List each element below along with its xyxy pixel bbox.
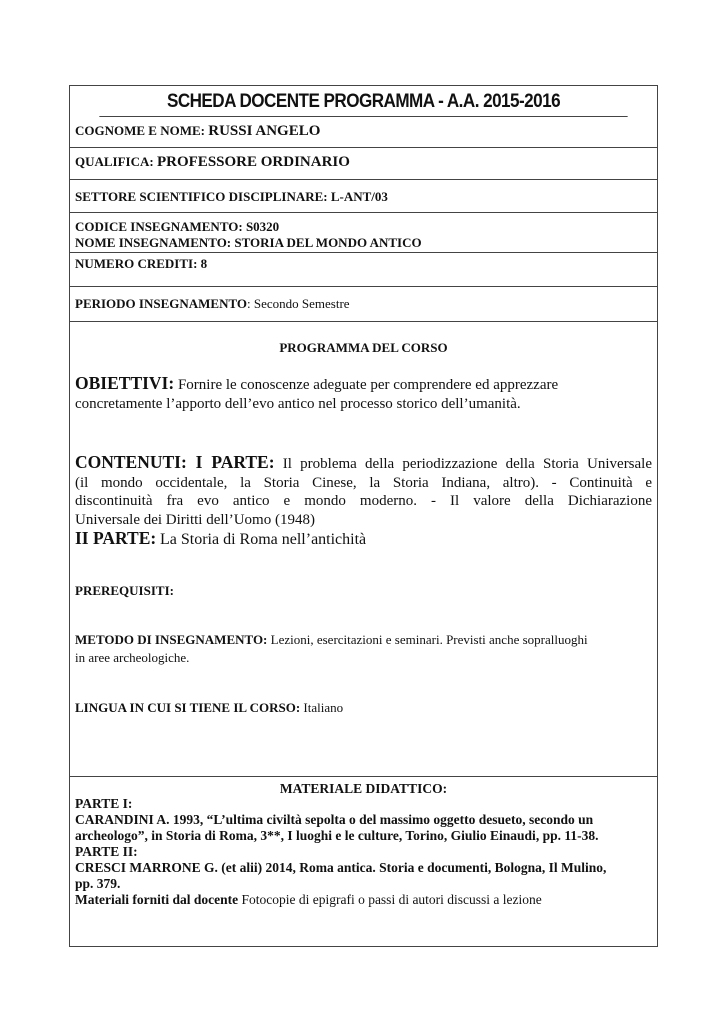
method-line-1: Lezioni, esercitazioni e seminari. Previsti anche sopralluoghi bbox=[270, 632, 588, 647]
period-row bbox=[70, 287, 657, 322]
period-label: PERIODO INSEGNAMENTO bbox=[75, 296, 248, 311]
qualification-label: QUALIFICA: bbox=[75, 154, 154, 169]
materials-heading: MATERIALE DIDATTICO: bbox=[279, 781, 448, 796]
contents-line-2: (il mondo occidentale, la Storia Cinese, la Storia Indiana, altro). - Continuità e bbox=[75, 474, 652, 491]
materials-part-two-label: PARTE II: bbox=[75, 844, 138, 859]
materials-part-one-line-2: archeologo”, in Storia di Roma, 3**, I luoghi e le culture, Torino, Giulio Einaudi, pp. 11-38. bbox=[75, 828, 599, 843]
prerequisites-label: PREREQUISITI: bbox=[75, 583, 174, 598]
sheet-title: SCHEDA DOCENTE PROGRAMMA - A.A. 2015-2016 bbox=[99, 86, 627, 117]
teacher-name-value: RUSSI ANGELO bbox=[208, 123, 321, 139]
course-name-label: NOME INSEGNAMENTO: bbox=[75, 235, 232, 250]
materials-part-two-line-2: pp. 379. bbox=[75, 876, 121, 891]
credits-value: 8 bbox=[200, 256, 208, 271]
objectives-line-2: concretamente l’apporto dell’evo antico nel processo storico dell’umanità. bbox=[75, 395, 521, 412]
contents-line-1: Il problema della periodizzazione della Storia Universale bbox=[282, 456, 653, 472]
teacher-name-label: COGNOME E NOME: bbox=[75, 123, 205, 138]
qualification-row bbox=[70, 148, 657, 180]
materials-part-one-line-1: CARANDINI A. 1993, “L’ultima civiltà sepolta o del massimo oggetto desueto, secondo un bbox=[75, 812, 594, 827]
period-value: : Secondo Semestre bbox=[247, 296, 350, 311]
programme-section bbox=[70, 322, 657, 777]
language-label: LINGUA IN CUI SI TIENE IL CORSO: bbox=[75, 700, 301, 715]
materials-teacher-label: Materiali forniti dal docente bbox=[75, 892, 239, 907]
sector-row bbox=[70, 180, 657, 213]
teacher-name-row bbox=[70, 117, 657, 148]
method-label: METODO DI INSEGNAMENTO: bbox=[75, 632, 268, 647]
objectives-block bbox=[75, 374, 652, 413]
materials-teacher-line bbox=[75, 892, 542, 908]
course-name-value: STORIA DEL MONDO ANTICO bbox=[234, 235, 422, 250]
materials-section bbox=[70, 777, 657, 948]
contents-line-3: discontinuità fra evo antico e mondo moderno. - Il valore della Dichiarazione bbox=[75, 493, 652, 509]
objectives-line-1: Fornire le conoscenze adeguate per comprendere ed apprezzare bbox=[177, 377, 559, 393]
materials-teacher-text: Fotocopie di epigrafi o passi di autori discussi a lezione bbox=[241, 892, 542, 907]
part-two-text: La Storia di Roma nell’antichità bbox=[159, 531, 367, 548]
programme-heading: PROGRAMMA DEL CORSO bbox=[279, 340, 448, 355]
method-block bbox=[75, 631, 652, 667]
course-code-value: S0320 bbox=[245, 219, 280, 234]
contents-block bbox=[75, 453, 652, 550]
credits-row bbox=[70, 253, 657, 287]
part-two-label: II PARTE: bbox=[75, 528, 157, 548]
contents-line-4: Universale dei Diritti dell’Uomo (1948) bbox=[75, 511, 315, 528]
objectives-label: OBIETTIVI: bbox=[75, 373, 175, 393]
materials-part-two-line-1: CRESCI MARRONE G. (et alii) 2014, Roma antica. Storia e documenti, Bologna, Il Mulino, bbox=[75, 860, 607, 875]
course-sheet bbox=[69, 85, 658, 947]
course-code-row bbox=[70, 213, 657, 253]
contents-label: CONTENUTI: I PARTE: bbox=[75, 452, 275, 472]
method-line-2: in aree archeologiche. bbox=[75, 650, 190, 665]
course-code-label: CODICE INSEGNAMENTO: bbox=[75, 219, 243, 234]
language-block bbox=[75, 700, 343, 716]
language-value: Italiano bbox=[303, 700, 344, 715]
sector-label: SETTORE SCIENTIFICO DISCIPLINARE: bbox=[75, 189, 328, 204]
materials-part-one-label: PARTE I: bbox=[75, 796, 133, 811]
credits-label: NUMERO CREDITI: bbox=[75, 256, 198, 271]
sector-value: L-ANT/03 bbox=[330, 189, 388, 204]
qualification-value: PROFESSORE ORDINARIO bbox=[156, 154, 350, 170]
